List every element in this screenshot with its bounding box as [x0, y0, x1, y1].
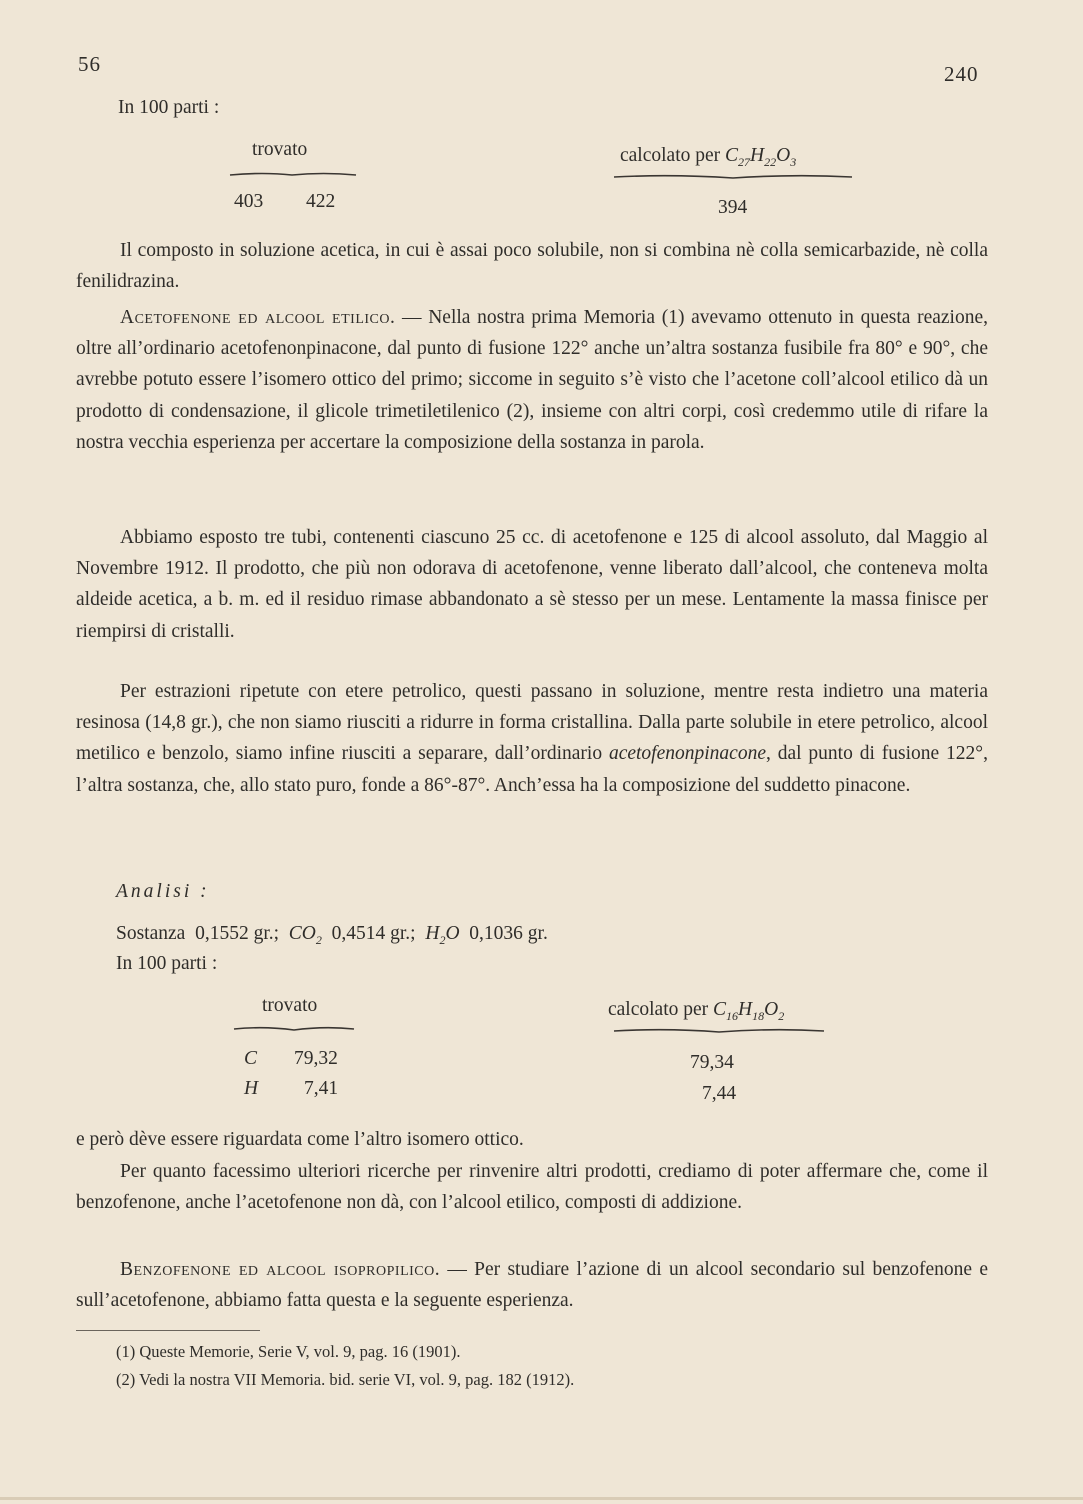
table2-element: C: [244, 1048, 258, 1069]
paragraph: Per estrazioni ripetute con etere petrolico, questi passano in soluzione, mentre resta indietro una materia resinosa (14,8 gr.), che non siamo riusciti a ridurre in forma cristallina. Dalla parte solubile in etere petrolico, alcool metilico e benzolo, siamo infine riusciti a separare, dall’ordinario acetofenonpinacone, dal punto di fusione 122°, l’altra sostanza, che, allo stato puro, fonde a 86°-87°. Anch’essa ha la composizione del suddetto pinacone.: [76, 681, 988, 796]
footnote-rule: [76, 1330, 260, 1331]
footnote: (2) Vedi la nostra VII Memoria. bid. serie VI, vol. 9, pag. 182 (1912).: [116, 1370, 575, 1389]
table2-intro: In 100 parti :: [116, 953, 218, 974]
co2-formula: $CO_2$: [288, 923, 322, 947]
table1-calc-value: 394: [718, 197, 748, 218]
table2-calc-brace: [612, 1024, 826, 1036]
paragraph: e però dève essere riguardata come l’altro isomero ottico.: [76, 1129, 524, 1150]
table1-found-value: 422: [306, 191, 336, 212]
table2-found-brace: [232, 1022, 356, 1034]
table1-calc-formula: $C_{27}H_{22}O_3$: [725, 145, 797, 169]
page-number-right: 240: [944, 62, 979, 86]
table2-found-header: trovato: [262, 995, 318, 1016]
table1-found-header: trovato: [252, 139, 308, 160]
analysis-title: Analisi :: [116, 881, 210, 902]
section-heading: Benzofenone ed alcool isopropilico.: [120, 1259, 441, 1280]
table2-calc-value: 7,44: [702, 1083, 737, 1104]
footnote: (1) Queste Memorie, Serie V, vol. 9, pag. 16 (1901).: [116, 1342, 461, 1361]
table2-found-value: 7,41: [304, 1078, 339, 1099]
paragraph: Acetofenone ed alcool etilico. — Nella nostra prima Memoria (1) avevamo ottenuto in questa reazione, oltre all’ordinario acetofenonpinacone, dal punto di fusione 122° anche un’altra sostanza fusibile fra 80° e 90°, che avrebbe potuto essere l’isomero ottico del primo; siccome in seguito s’è visto che l’acetone coll’alcool etilico dà un prodotto di condensazione, il glicole trimetiletilenico (2), insieme con altri corpi, così credemmo utile di rifare la nostra vecchia esperienza per accertare la composizione della sostanza in parola.: [76, 307, 989, 453]
paragraph: Benzofenone ed alcool isopropilico. — Per studiare l’azione di un alcool secondario sul benzofenone e sull’acetofenone, abbiamo fatta questa e la seguente esperienza.: [76, 1259, 988, 1312]
page-number-left: 56: [78, 52, 101, 76]
section-heading: Acetofenone ed alcool etilico.: [120, 307, 396, 328]
table1-found-value: 403: [234, 191, 264, 212]
table2-calc-value: 79,34: [690, 1052, 734, 1073]
table2-found-value: 79,32: [294, 1048, 338, 1069]
analysis-line: Sostanza 0,1552 gr.; $CO_2$ 0,4514 gr.; $H_2O$ 0,1036 gr.: [116, 923, 548, 947]
table2-calc-label: calcolato per: [608, 999, 709, 1020]
paragraph: Abbiamo esposto tre tubi, contenenti ciascuno 25 cc. di acetofenone e 125 di alcool assoluto, dal Maggio al Novembre 1912. Il prodotto, che più non odorava di acetofenone, venne liberato dall’alcool, che conteneva molta aldeide acetica, a b. m. ed il residuo rimase abbandonato a sè stesso per un mese. Lentamente la massa finisce per riempirsi di cristalli.: [76, 527, 988, 642]
table1-found-brace: [228, 168, 358, 180]
table2-element: H: [244, 1078, 259, 1099]
page-edge: [0, 1497, 1083, 1500]
table1-calc-label: calcolato per: [620, 145, 721, 166]
table2-calc-formula: $C_{16}H_{18}O_2$: [713, 999, 785, 1023]
paragraph: Per quanto facessimo ulteriori ricerche per rinvenire altri prodotti, crediamo di poter affermare che, come il benzofenone, anche l’acetofenone non dà, con l’alcool etilico, composti di addizione.: [76, 1161, 988, 1214]
table1-intro: In 100 parti :: [118, 97, 220, 118]
h2o-formula: $H_2O$: [425, 923, 460, 947]
paragraph: Il composto in soluzione acetica, in cui è assai poco solubile, non si combina nè colla semicarbazide, nè colla fenilidrazina.: [76, 240, 988, 293]
table1-calc-brace: [612, 170, 854, 182]
